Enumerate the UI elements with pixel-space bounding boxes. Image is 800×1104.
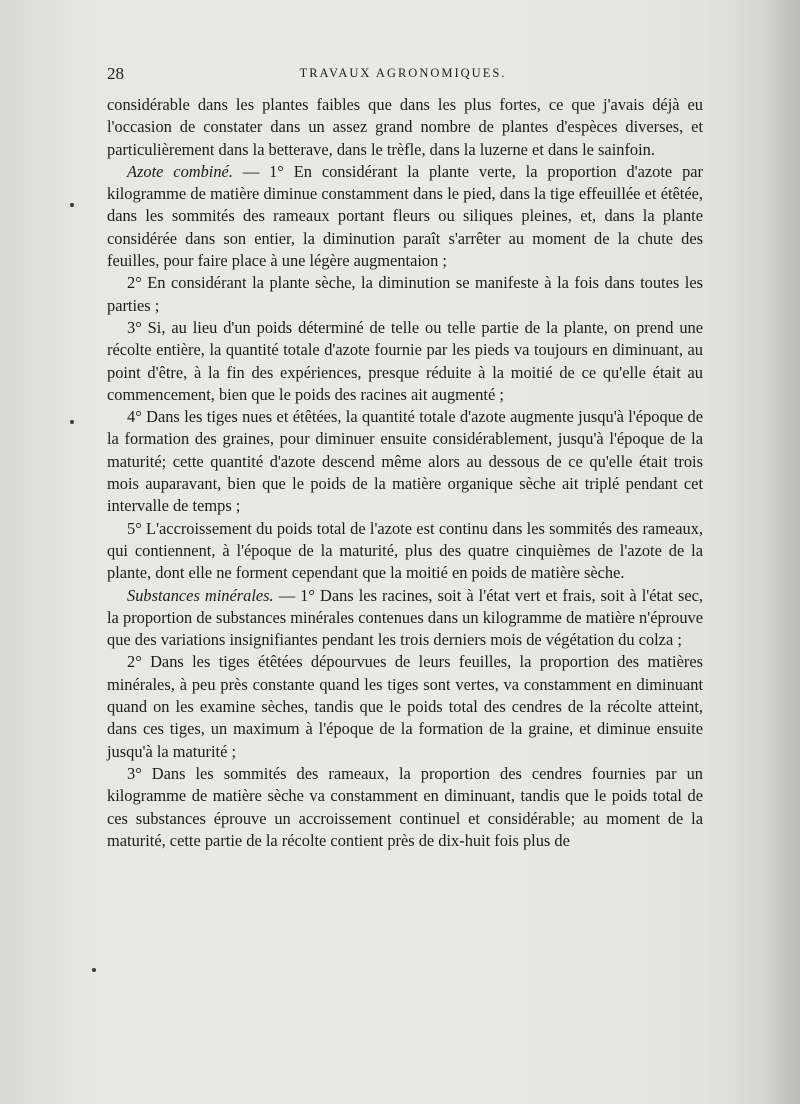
scan-speck	[70, 420, 74, 424]
running-head: TRAVAUX AGRONOMIQUES.	[299, 66, 507, 80]
paragraph-continuation: considérable dans les plantes faibles que dans les plus fortes, ce que j'avais déjà eu l'occasion de constater dans un assez grand nombre de plantes d'espèces diverses, et particulièrement dans la betterave, dans le trèfle, dans la luzerne et dans le sainfoin.	[107, 95, 703, 159]
page-edge-shadow	[760, 0, 800, 1104]
scan-speck	[92, 968, 96, 972]
paragraph-azote-4: 4° Dans les tiges nues et étêtées, la quantité totale d'azote augmente jusqu'à l'époque de la formation des graines, pour diminuer ensuite considérablement, jusqu'à l'époque de la maturité; cette quantité d'azote descend même alors au dessous de ce qu'elle était trois mois auparavant, bien que le poids de la matière organique sèche ait triplé pendant cet intervalle de temps ;	[107, 407, 703, 516]
page-number: 28	[107, 64, 124, 83]
paragraph-azote-2: 2° En considérant la plante sèche, la diminution se manifeste à la fois dans toutes les parties ;	[107, 273, 703, 315]
body-text	[107, 94, 703, 852]
paragraph-minerales-3: 3° Dans les sommités des rameaux, la proportion des cendres fournies par un kilogramme de matière sèche va constamment en diminuant, tandis que le poids total de ces substances éprouve un accroissement continuel et considérable; au moment de la maturité, cette partie de la récolte contient près de dix-huit fois plus de	[107, 763, 703, 850]
paragraph-azote-1: Azote combiné. — 1° En considérant la plante verte, la proportion d'azote par kilogramme de matière diminue constamment dans le pied, dans la tige effeuillée et étêtée, dans les sommités des rameaux portant fleurs ou siliques pleines, et, dans la plante considérée dans son entier, la diminution paraît s'arrêter au moment de la chute des feuilles, pour faire place à une légère augmentaion ;	[107, 161, 703, 271]
section-heading-azote: Azote combiné.	[127, 161, 233, 181]
paragraph-azote-3: 3° Si, au lieu d'un poids déterminé de telle ou telle partie de la plante, on prend une récolte entière, la quantité totale d'azote fournie par les pieds va toujours en diminuant, au point d'être, à la fin des expériences, presque réduite à la moitié de ce qu'elle était au commencement, bien que le poids des racines ait augmenté ;	[107, 317, 703, 404]
paragraph-minerales-1: Substances minérales. — 1° Dans les racines, soit à l'état vert et frais, soit à l'état sec, la proportion de substances minérales contenues dans un kilogramme de matière n'éprouve que des variations insignifiantes pendant les trois derniers mois de végétation du colza ;	[107, 585, 703, 650]
paragraph-azote-5: 5° L'accroissement du poids total de l'azote est continu dans les sommités des rameaux, qui contiennent, à l'époque de la maturité, plus des quatre cinquièmes de l'azote de la plante, dont elle ne forment cependant que la moitié en poids de matière sèche.	[107, 518, 703, 583]
scan-speck	[70, 203, 74, 207]
paragraph-minerales-2: 2° Dans les tiges étêtées dépourvues de leurs feuilles, la proportion des matières minérales, à peu près constante quand les tiges sont vertes, va constamment en diminuant quand on les examine sèches, tandis que le poids total des cendres de la récolte atteint, dans ces tiges, un maximum à l'époque de la formation de la graine, et diminue ensuite jusqu'à la maturité ;	[107, 652, 703, 761]
section-heading-minerales: Substances minérales.	[127, 585, 274, 605]
page-header	[107, 64, 699, 88]
